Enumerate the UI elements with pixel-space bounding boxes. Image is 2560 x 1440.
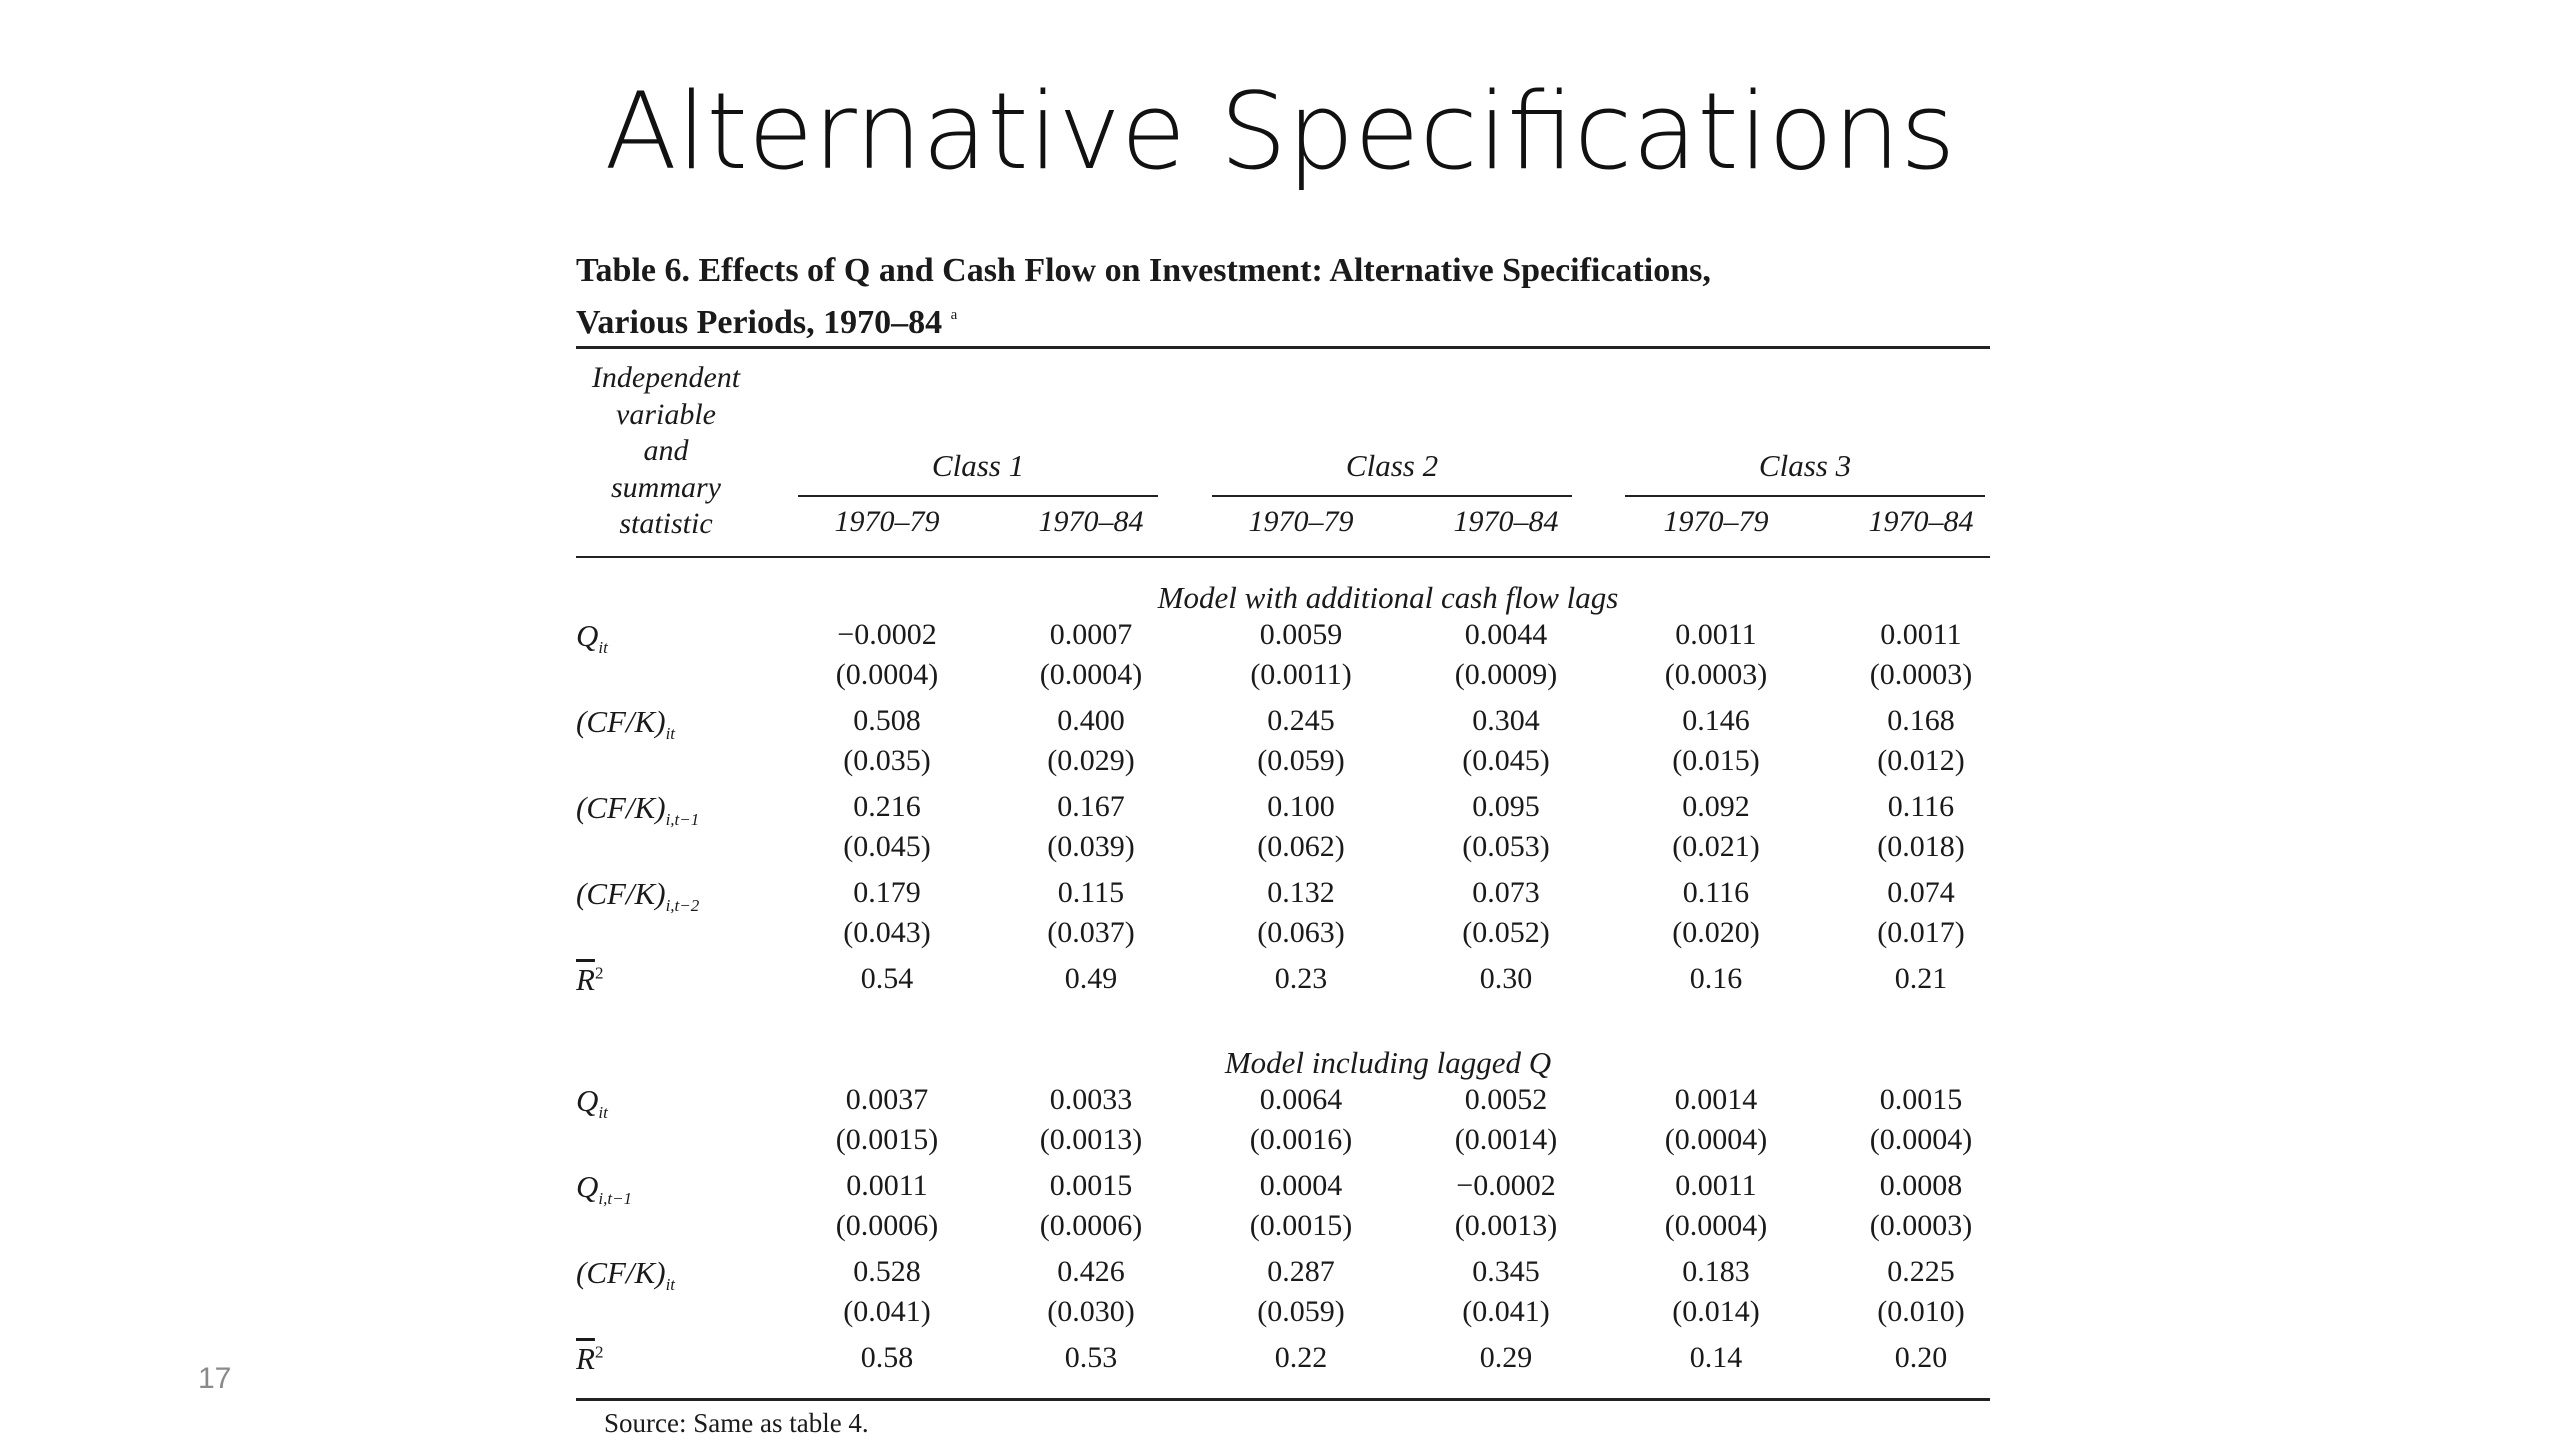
r-squared-cell: 0.54: [860, 962, 914, 995]
std-error-cell: (0.0004): [835, 658, 939, 691]
period-header: 1970–79: [1663, 505, 1769, 538]
class-underline: [1625, 495, 1985, 497]
r-squared-cell: 0.21: [1894, 962, 1948, 995]
coefficient-cell: 0.345: [1472, 1255, 1540, 1288]
period-header: 1970–79: [1248, 505, 1354, 538]
std-error-cell: (0.037): [1047, 916, 1135, 949]
std-error-cell: (0.043): [843, 916, 931, 949]
row-label-main: (CF/K): [576, 876, 666, 911]
row-label-subscript: it: [665, 1275, 676, 1294]
std-error-cell: (0.041): [1462, 1295, 1550, 1328]
std-error-cell: (0.018): [1877, 830, 1965, 863]
std-error-cell: (0.039): [1047, 830, 1135, 863]
row-label-subscript: i,t−1: [665, 810, 700, 829]
r-squared-cell: 0.14: [1689, 1341, 1743, 1374]
coefficient-cell: 0.073: [1472, 876, 1540, 909]
std-error-cell: (0.0014): [1454, 1123, 1558, 1156]
stub-header-line: and: [643, 434, 689, 467]
row-label-main: Q: [576, 618, 599, 653]
std-error-cell: (0.012): [1877, 744, 1965, 777]
r-squared-cell: 0.16: [1689, 962, 1743, 995]
stub-header: [576, 360, 756, 543]
r-squared-label: [576, 1341, 603, 1377]
std-error-cell: (0.0003): [1869, 1209, 1973, 1242]
coefficient-cell: 0.0011: [1675, 1169, 1757, 1202]
coefficient-cell: 0.115: [1057, 876, 1125, 909]
std-error-cell: (0.0003): [1664, 658, 1768, 691]
coefficient-cell: 0.092: [1682, 790, 1750, 823]
coefficient-cell: 0.116: [1682, 876, 1750, 909]
std-error-cell: (0.0015): [1249, 1209, 1353, 1242]
std-error-cell: (0.0013): [1039, 1123, 1143, 1156]
coefficient-cell: 0.095: [1472, 790, 1540, 823]
coefficient-cell: 0.132: [1267, 876, 1335, 909]
std-error-cell: (0.045): [843, 830, 931, 863]
std-error-cell: (0.0011): [1250, 658, 1352, 691]
row-label-main: (CF/K): [576, 1255, 666, 1290]
slide-number: 17: [198, 1362, 232, 1395]
std-error-cell: (0.0004): [1664, 1123, 1768, 1156]
std-error-cell: (0.0006): [835, 1209, 939, 1242]
coefficient-cell: 0.400: [1057, 704, 1125, 737]
coefficient-cell: 0.116: [1887, 790, 1955, 823]
coefficient-cell: 0.0008: [1879, 1169, 1963, 1202]
coefficient-cell: 0.167: [1057, 790, 1125, 823]
row-label-main: Q: [576, 1083, 599, 1118]
coefficient-cell: 0.179: [853, 876, 921, 909]
class-header: Class 1: [931, 448, 1025, 483]
coefficient-cell: 0.183: [1682, 1255, 1750, 1288]
coefficient-cell: 0.426: [1057, 1255, 1125, 1288]
coefficient-cell: 0.168: [1887, 704, 1955, 737]
std-error-cell: (0.0004): [1664, 1209, 1768, 1242]
row-label-subscript: it: [598, 1103, 608, 1122]
std-error-cell: (0.015): [1672, 744, 1760, 777]
coefficient-cell: −0.0002: [837, 618, 937, 651]
row-label-subscript: it: [598, 638, 608, 657]
std-error-cell: (0.014): [1672, 1295, 1760, 1328]
coefficient-cell: 0.0007: [1049, 618, 1133, 651]
coefficient-cell: 0.0014: [1674, 1083, 1758, 1116]
coefficient-cell: 0.0044: [1464, 618, 1548, 651]
std-error-cell: (0.0013): [1454, 1209, 1558, 1242]
coefficient-cell: 0.0037: [845, 1083, 929, 1116]
coefficient-cell: 0.0011: [1880, 618, 1962, 651]
top-rule: [576, 346, 1990, 349]
bottom-rule: [576, 1398, 1990, 1401]
coefficient-cell: 0.287: [1267, 1255, 1335, 1288]
coefficient-cell: −0.0002: [1456, 1169, 1556, 1202]
std-error-cell: (0.0004): [1039, 658, 1143, 691]
table-caption: [576, 248, 1990, 345]
row-label: [576, 704, 675, 744]
std-error-cell: (0.052): [1462, 916, 1550, 949]
stub-header-line: statistic: [619, 507, 713, 540]
class-header: Class 2: [1345, 448, 1439, 483]
std-error-cell: (0.062): [1257, 830, 1345, 863]
r-squared-label: [576, 962, 603, 998]
row-label-main: Q: [576, 1169, 599, 1204]
table-source-note: Source: Same as table 4.: [604, 1408, 869, 1438]
row-label-main: (CF/K): [576, 704, 666, 739]
r-squared-superscript: 2: [594, 1342, 604, 1362]
header-rule: [576, 556, 1990, 558]
std-error-cell: (0.063): [1257, 916, 1345, 949]
r-squared-cell: 0.20: [1894, 1341, 1948, 1374]
r-squared-superscript: 2: [594, 963, 604, 983]
stub-header-line: summary: [611, 470, 721, 504]
class-underline: [798, 495, 1158, 497]
row-label: [576, 618, 608, 658]
caption-line-2-text: Various Periods, 1970–84: [576, 304, 943, 341]
row-label: [576, 790, 699, 830]
coefficient-cell: 0.0059: [1259, 618, 1343, 651]
period-header: 1970–84: [1868, 505, 1974, 538]
caption-line-1: Table 6. Effects of Q and Cash Flow on Investment: Alternative Specifications,: [576, 252, 1711, 289]
coefficient-cell: 0.146: [1682, 704, 1750, 737]
std-error-cell: (0.059): [1257, 744, 1345, 777]
r-squared-cell: 0.49: [1064, 962, 1118, 995]
r-squared-cell: 0.58: [860, 1341, 914, 1374]
r-squared-cell: 0.53: [1064, 1341, 1118, 1374]
coefficient-cell: 0.0004: [1259, 1169, 1343, 1202]
r-squared-letter: $\overline{R}$: [576, 962, 595, 997]
caption-line-2: [576, 293, 1990, 345]
coefficient-cell: 0.304: [1472, 704, 1540, 737]
coefficient-cell: 0.0052: [1464, 1083, 1548, 1116]
std-error-cell: (0.010): [1877, 1295, 1965, 1328]
std-error-cell: (0.041): [843, 1295, 931, 1328]
stub-header-line: variable: [616, 397, 716, 431]
std-error-cell: (0.0004): [1869, 1123, 1973, 1156]
r-squared-cell: 0.22: [1274, 1341, 1328, 1374]
table-image: [576, 240, 1990, 1440]
r-squared-cell: 0.23: [1274, 962, 1328, 995]
std-error-cell: (0.045): [1462, 744, 1550, 777]
row-label-main: (CF/K): [576, 790, 666, 825]
coefficient-cell: 0.100: [1267, 790, 1335, 823]
coefficient-cell: 0.216: [853, 790, 921, 823]
row-label: [576, 1169, 632, 1209]
stub-header-line: Independent: [591, 361, 741, 394]
coefficient-cell: 0.0033: [1049, 1083, 1133, 1116]
coefficient-cell: 0.508: [853, 704, 921, 737]
row-label-subscript: i,t−2: [665, 896, 700, 915]
std-error-cell: (0.021): [1672, 830, 1760, 863]
std-error-cell: (0.0015): [835, 1123, 939, 1156]
std-error-cell: (0.035): [843, 744, 931, 777]
std-error-cell: (0.053): [1462, 830, 1550, 863]
row-label-subscript: i,t−1: [598, 1189, 633, 1208]
std-error-cell: (0.059): [1257, 1295, 1345, 1328]
coefficient-cell: 0.0064: [1259, 1083, 1343, 1116]
coefficient-cell: 0.0011: [1675, 618, 1757, 651]
coefficient-cell: 0.0011: [846, 1169, 928, 1202]
period-header: 1970–84: [1453, 505, 1559, 538]
std-error-cell: (0.030): [1047, 1295, 1135, 1328]
caption-note-marker: a: [950, 307, 958, 323]
row-label: [576, 1083, 608, 1123]
std-error-cell: (0.029): [1047, 744, 1135, 777]
slide-title: Alternative Specifications: [604, 70, 1956, 193]
r-squared-cell: 0.29: [1479, 1341, 1533, 1374]
class-header: Class 3: [1758, 448, 1852, 483]
period-header: 1970–79: [834, 505, 940, 538]
std-error-cell: (0.020): [1672, 916, 1760, 949]
coefficient-cell: 0.074: [1887, 876, 1955, 909]
std-error-cell: (0.0006): [1039, 1209, 1143, 1242]
row-label: [576, 1255, 675, 1295]
coefficient-cell: 0.0015: [1049, 1169, 1133, 1202]
std-error-cell: (0.0003): [1869, 658, 1973, 691]
class-underline: [1212, 495, 1572, 497]
coefficient-cell: 0.0015: [1879, 1083, 1963, 1116]
row-label: [576, 876, 699, 916]
coefficient-cell: 0.225: [1887, 1255, 1955, 1288]
period-header: 1970–84: [1038, 505, 1144, 538]
coefficient-cell: 0.528: [853, 1255, 921, 1288]
std-error-cell: (0.0009): [1454, 658, 1558, 691]
row-label-subscript: it: [665, 724, 676, 743]
r-squared-letter: $\overline{R}$: [576, 1341, 595, 1376]
r-squared-cell: 0.30: [1479, 962, 1533, 995]
section-title: Model with additional cash flow lags: [1157, 580, 1619, 615]
coefficient-cell: 0.245: [1267, 704, 1335, 737]
std-error-cell: (0.0016): [1249, 1123, 1353, 1156]
std-error-cell: (0.017): [1877, 916, 1965, 949]
section-title: Model including lagged Q: [1224, 1045, 1552, 1080]
